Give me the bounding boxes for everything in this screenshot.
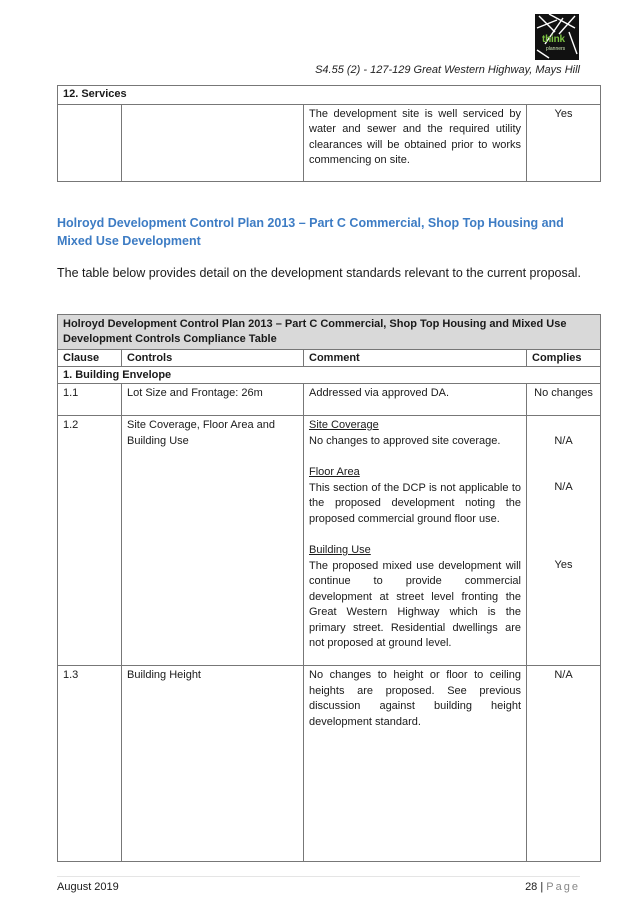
table-row xyxy=(58,384,601,416)
section-label: 1. Building Envelope xyxy=(58,367,601,384)
controls-cell: Building Height xyxy=(122,666,304,862)
column-header-controls: Controls xyxy=(122,350,304,367)
logo-subtext: planners xyxy=(546,46,566,52)
services-controls-cell xyxy=(122,104,304,181)
complies-cell: No changes xyxy=(527,384,601,416)
intro-paragraph: The table below provides detail on the development standards relevant to the current proposal. xyxy=(57,266,581,280)
comment-cell: No changes to height or floor to ceiling heights are proposed. See previous discussion against building height development standard. xyxy=(304,666,527,862)
floor-area-complies: N/A xyxy=(554,481,573,493)
services-table xyxy=(57,85,601,182)
comment-cell: Addressed via approved DA. xyxy=(304,384,527,416)
column-header-clause: Clause xyxy=(58,350,122,367)
column-header-comment: Comment xyxy=(304,350,527,367)
services-complies: Yes xyxy=(527,104,601,181)
document-reference: S4.55 (2) - 127-129 Great Western Highway, Mays Hill xyxy=(315,64,580,76)
page-number: 28 xyxy=(525,881,538,893)
services-heading: 12. Services xyxy=(58,86,601,105)
services-clause-cell xyxy=(58,104,122,181)
page-separator: | xyxy=(540,881,544,893)
clause-cell: 1.2 xyxy=(58,416,122,666)
services-table-header xyxy=(58,86,601,105)
clause-cell: 1.3 xyxy=(58,666,122,862)
logo-text: think xyxy=(542,34,565,45)
table-row xyxy=(58,416,601,666)
floor-area-heading: Floor Area xyxy=(309,466,360,478)
compliance-table-title: Holroyd Development Control Plan 2013 – Part C Commercial, Shop Top Housing and Mixed Use Development Controls Compliance Table xyxy=(58,315,601,350)
building-use-heading: Building Use xyxy=(309,544,371,556)
footer-page xyxy=(525,881,580,893)
section-heading: Holroyd Development Control Plan 2013 – Part C Commercial, Shop Top Housing and Mixed Use Development xyxy=(57,216,564,248)
controls-cell: Site Coverage, Floor Area and Building Use xyxy=(122,416,304,666)
company-logo xyxy=(535,14,579,60)
building-use-complies: Yes xyxy=(554,558,573,571)
page-label: Page xyxy=(546,881,580,893)
site-coverage-text: No changes to approved site coverage. xyxy=(309,434,501,447)
table-row xyxy=(58,666,601,862)
compliance-table xyxy=(57,314,601,862)
section-row xyxy=(58,367,601,384)
services-comment: The development site is well serviced by water and sewer and the required utility clearances will be obtained prior to works commencing on site. xyxy=(304,104,527,181)
comment-cell xyxy=(304,416,527,666)
complies-cell xyxy=(527,416,601,666)
site-coverage-heading: Site Coverage xyxy=(309,419,379,431)
building-use-text: The proposed mixed use development will continue to provide commercial development at street level fronting the Great Western Highway which is the primary street. Residential dwellings are not proposed at ground level. xyxy=(309,559,521,649)
footer-divider xyxy=(57,876,580,877)
complies-cell: N/A xyxy=(527,666,601,862)
site-coverage-complies: N/A xyxy=(554,434,573,447)
column-header-row xyxy=(58,350,601,367)
controls-cell: Lot Size and Frontage: 26m xyxy=(122,384,304,416)
floor-area-text: This section of the DCP is not applicable to the proposed development noting the proposed commercial ground floor use. xyxy=(309,481,521,525)
table-row xyxy=(58,104,601,181)
footer-date: August 2019 xyxy=(57,881,119,893)
clause-cell: 1.1 xyxy=(58,384,122,416)
compliance-table-title-row xyxy=(58,315,601,350)
column-header-complies: Complies xyxy=(527,350,601,367)
